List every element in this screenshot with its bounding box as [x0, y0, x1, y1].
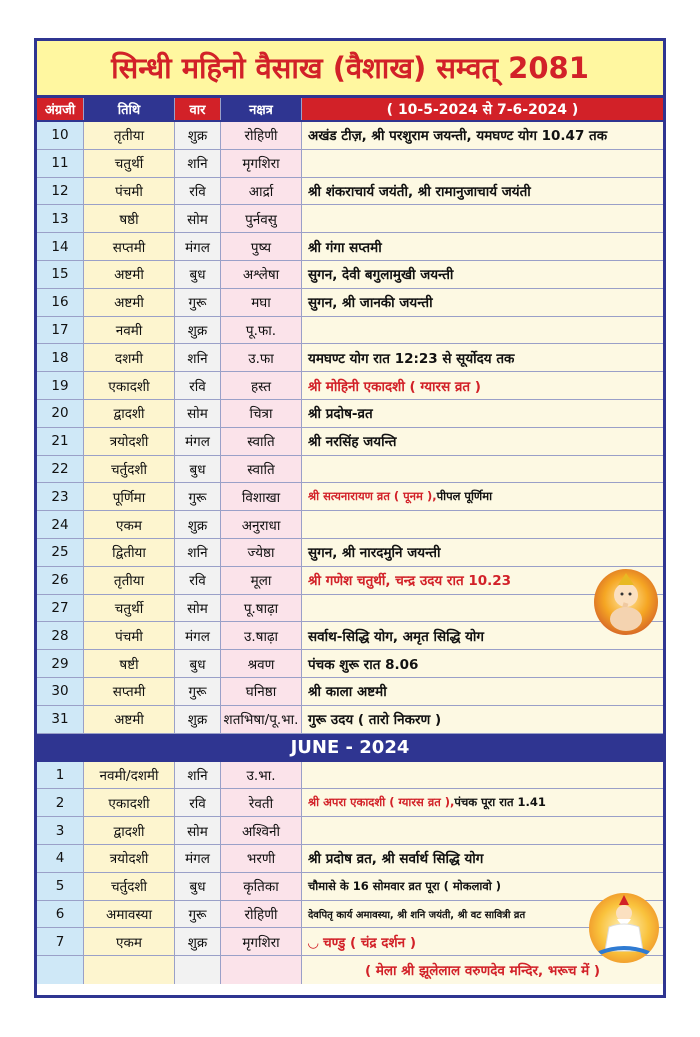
- event-cell: [302, 150, 663, 177]
- vaar-cell: शुक्र: [175, 122, 221, 149]
- date-cell: 20: [37, 400, 84, 427]
- table-row: [37, 650, 663, 678]
- tithi-cell: षष्टी: [84, 650, 175, 677]
- date-cell: 23: [37, 483, 84, 510]
- tithi-cell: त्रयोदशी: [84, 428, 175, 455]
- table-row: [37, 706, 663, 734]
- table-row: [37, 483, 663, 511]
- tithi-cell: एकादशी: [84, 372, 175, 399]
- event-cell: देवपितृ कार्य अमावस्या, श्री शनि जयंती, श्री वट सावित्री व्रत: [302, 901, 663, 928]
- tithi-cell: सप्तमी: [84, 233, 175, 260]
- event-cell: श्री प्रदोष-व्रत: [302, 400, 663, 427]
- jhulelal-image: [589, 893, 659, 963]
- event-cell: श्री गंगा सप्तमी: [302, 233, 663, 260]
- event-cell: श्री काला अष्टमी: [302, 678, 663, 705]
- calendar-frame: [34, 38, 666, 998]
- table-row: [37, 622, 663, 650]
- tithi-cell: अमावस्या: [84, 901, 175, 928]
- nakshatra-cell: अश्विनी: [221, 817, 302, 844]
- vaar-cell: शुक्र: [175, 928, 221, 955]
- vaar-cell: मंगल: [175, 233, 221, 260]
- date-cell: 16: [37, 289, 84, 316]
- vaar-cell: शुक्र: [175, 511, 221, 538]
- tithi-cell: नवमी: [84, 317, 175, 344]
- date-cell: 28: [37, 622, 84, 649]
- nakshatra-cell: पू.षाढ़ा: [221, 595, 302, 622]
- nakshatra-cell: मृगशिरा: [221, 928, 302, 955]
- event-cell: [302, 483, 663, 510]
- vaar-cell: गुरू: [175, 483, 221, 510]
- date-cell: 21: [37, 428, 84, 455]
- tithi-cell: पंचमी: [84, 178, 175, 205]
- date-cell: 4: [37, 845, 84, 872]
- vaar-cell: शनि: [175, 539, 221, 566]
- header-tithi: तिथि: [84, 98, 175, 120]
- tithi-cell: तृतीया: [84, 122, 175, 149]
- event-cell: सुगन, श्री जानकी जयन्ती: [302, 289, 663, 316]
- date-cell: 1: [37, 762, 84, 789]
- tithi-cell: नवमी/दशमी: [84, 762, 175, 789]
- ganesha-image: [594, 569, 658, 635]
- event-cell: [302, 205, 663, 232]
- nakshatra-cell: स्वाति: [221, 428, 302, 455]
- date-cell: 22: [37, 456, 84, 483]
- nakshatra-cell: स्वाति: [221, 456, 302, 483]
- footer-note: ( मेला श्री झूलेलाल वरुणदेव मन्दिर, भरूच में ): [302, 956, 663, 984]
- tithi-cell: त्रयोदशी: [84, 845, 175, 872]
- table-row: [37, 205, 663, 233]
- date-cell: 15: [37, 261, 84, 288]
- nakshatra-cell: अश्लेषा: [221, 261, 302, 288]
- tithi-cell: पंचमी: [84, 622, 175, 649]
- vaar-cell: शुक्र: [175, 317, 221, 344]
- nakshatra-cell: पुर्नवसु: [221, 205, 302, 232]
- table-header: [37, 98, 663, 122]
- tithi-cell: द्वादशी: [84, 400, 175, 427]
- table-row: [37, 150, 663, 178]
- table-row: [37, 261, 663, 289]
- table-row: [37, 567, 663, 595]
- tithi-cell: द्वितीया: [84, 539, 175, 566]
- tithi-cell: दशमी: [84, 344, 175, 371]
- event-cell: [302, 511, 663, 538]
- vaar-cell: मंगल: [175, 428, 221, 455]
- header-nakshatra: नक्षत्र: [221, 98, 302, 120]
- event-text: पीपल पूर्णिमा: [436, 489, 493, 504]
- table-row: [37, 372, 663, 400]
- nakshatra-cell: श्रवण: [221, 650, 302, 677]
- date-cell: 10: [37, 122, 84, 149]
- table-row: [37, 845, 663, 873]
- table-row: [37, 289, 663, 317]
- date-cell: 31: [37, 706, 84, 733]
- tithi-cell: चर्तुदशी: [84, 456, 175, 483]
- event-cell: श्री शंकराचार्य जयंती, श्री रामानुजाचार्य जयंती: [302, 178, 663, 205]
- tithi-cell: एकम: [84, 511, 175, 538]
- vaar-cell: गुरू: [175, 678, 221, 705]
- event-cell: [302, 317, 663, 344]
- nakshatra-cell: मृगशिरा: [221, 150, 302, 177]
- tithi-cell: द्वादशी: [84, 817, 175, 844]
- table-row: [37, 928, 663, 956]
- event-cell: [302, 789, 663, 816]
- vaar-cell: सोम: [175, 205, 221, 232]
- table-row: [37, 873, 663, 901]
- table-row: [37, 317, 663, 345]
- event-cell: सर्वाथ-सिद्धि योग, अमृत सिद्धि योग: [302, 622, 663, 649]
- table-row: [37, 595, 663, 623]
- nakshatra-cell: चित्रा: [221, 400, 302, 427]
- event-cell: चौमासे के 16 सोमवार व्रत पूरा ( मोकलावो ): [302, 873, 663, 900]
- date-cell: 19: [37, 372, 84, 399]
- date-cell: 7: [37, 928, 84, 955]
- vaar-cell: सोम: [175, 595, 221, 622]
- page-title: सिन्धी महिनो वैसाख (वैशाख) सम्वत् 2081: [37, 41, 663, 98]
- nakshatra-cell: मघा: [221, 289, 302, 316]
- tithi-cell: तृतीया: [84, 567, 175, 594]
- header-date-range: ( 10-5-2024 से 7-6-2024 ): [302, 98, 663, 120]
- table-row: [37, 901, 663, 929]
- june-title: JUNE - 2024: [37, 734, 663, 762]
- nakshatra-cell: रोहिणी: [221, 122, 302, 149]
- date-cell: 2: [37, 789, 84, 816]
- table-row: [37, 762, 663, 790]
- nakshatra-cell: उ.षाढ़ा: [221, 622, 302, 649]
- event-cell: सुगन, श्री नारदमुनि जयन्ती: [302, 539, 663, 566]
- may-table: [37, 122, 663, 734]
- vaar-cell: शनि: [175, 762, 221, 789]
- vaar-cell: गुरू: [175, 901, 221, 928]
- event-cell: [302, 762, 663, 789]
- event-cell: श्री गणेश चतुर्थी, चन्द्र उदय रात 10.23: [302, 567, 663, 594]
- table-row: [37, 233, 663, 261]
- date-cell: 6: [37, 901, 84, 928]
- nakshatra-cell: पू.फा.: [221, 317, 302, 344]
- event-cell: श्री मोहिनी एकादशी ( ग्यारस व्रत ): [302, 372, 663, 399]
- nakshatra-cell: घनिष्ठा: [221, 678, 302, 705]
- vaar-cell: बुध: [175, 873, 221, 900]
- vaar-cell: रवि: [175, 789, 221, 816]
- nakshatra-cell: हस्त: [221, 372, 302, 399]
- nakshatra-cell: पुष्य: [221, 233, 302, 260]
- event-cell: ◡ चण्डु ( चंद्र दर्शन ): [302, 928, 663, 955]
- table-row: [37, 122, 663, 150]
- date-cell: 30: [37, 678, 84, 705]
- event-cell: गुरू उदय ( तारो निकरण ): [302, 706, 663, 733]
- tithi-cell: पूर्णिमा: [84, 483, 175, 510]
- event-cell: पंचक शुरू रात 8.06: [302, 650, 663, 677]
- nakshatra-cell: आर्द्रा: [221, 178, 302, 205]
- event-cell: यमघण्ट योग रात 12:23 से सूर्योदय तक: [302, 344, 663, 371]
- tithi-cell: चतुर्थी: [84, 150, 175, 177]
- vaar-cell: शनि: [175, 150, 221, 177]
- date-cell: 29: [37, 650, 84, 677]
- nakshatra-cell: रेवती: [221, 789, 302, 816]
- table-row: [37, 789, 663, 817]
- tithi-cell: एकादशी: [84, 789, 175, 816]
- vaar-cell: सोम: [175, 400, 221, 427]
- tithi-cell: सप्तमी: [84, 678, 175, 705]
- event-text: पंचक पूरा रात 1.41: [454, 795, 546, 810]
- tithi-cell: चर्तुदशी: [84, 873, 175, 900]
- date-cell: 24: [37, 511, 84, 538]
- date-cell: 25: [37, 539, 84, 566]
- vaar-cell: मंगल: [175, 622, 221, 649]
- footer-row: [37, 956, 663, 984]
- nakshatra-cell: उ.फा: [221, 344, 302, 371]
- date-cell: 11: [37, 150, 84, 177]
- date-cell: 5: [37, 873, 84, 900]
- vaar-cell: रवि: [175, 567, 221, 594]
- table-row: [37, 178, 663, 206]
- event-highlight: श्री अपरा एकादशी ( ग्यारस व्रत ),: [308, 795, 455, 810]
- tithi-cell: षष्ठी: [84, 205, 175, 232]
- event-cell: अखंड टीज़, श्री परशुराम जयन्ती, यमघण्ट योग 10.47 तक: [302, 122, 663, 149]
- event-cell: सुगन, देवी बगुलामुखी जयन्ती: [302, 261, 663, 288]
- date-cell: 13: [37, 205, 84, 232]
- table-row: [37, 456, 663, 484]
- vaar-cell: रवि: [175, 178, 221, 205]
- date-cell: 27: [37, 595, 84, 622]
- date-cell: 18: [37, 344, 84, 371]
- header-vaar: वार: [175, 98, 221, 120]
- event-cell: [302, 456, 663, 483]
- event-cell: श्री नरसिंह जयन्ति: [302, 428, 663, 455]
- vaar-cell: बुध: [175, 261, 221, 288]
- event-cell: [302, 817, 663, 844]
- vaar-cell: रवि: [175, 372, 221, 399]
- vaar-cell: बुध: [175, 650, 221, 677]
- vaar-cell: शुक्र: [175, 706, 221, 733]
- table-row: [37, 428, 663, 456]
- event-cell: श्री प्रदोष व्रत, श्री सर्वार्थ सिद्धि योग: [302, 845, 663, 872]
- tithi-cell: एकम: [84, 928, 175, 955]
- date-cell: 17: [37, 317, 84, 344]
- tithi-cell: अष्टमी: [84, 289, 175, 316]
- date-cell: 14: [37, 233, 84, 260]
- table-row: [37, 817, 663, 845]
- vaar-cell: मंगल: [175, 845, 221, 872]
- nakshatra-cell: उ.भा.: [221, 762, 302, 789]
- nakshatra-cell: शतभिषा/पू.भा.: [221, 706, 302, 733]
- nakshatra-cell: विशाखा: [221, 483, 302, 510]
- tithi-cell: चतुर्थी: [84, 595, 175, 622]
- date-cell: 26: [37, 567, 84, 594]
- nakshatra-cell: अनुराधा: [221, 511, 302, 538]
- event-highlight: श्री सत्यनारायण व्रत ( पूनम ),: [308, 489, 437, 504]
- vaar-cell: शनि: [175, 344, 221, 371]
- nakshatra-cell: कृतिका: [221, 873, 302, 900]
- vaar-cell: बुध: [175, 456, 221, 483]
- june-table: [37, 762, 663, 957]
- vaar-cell: गुरू: [175, 289, 221, 316]
- tithi-cell: अष्टमी: [84, 261, 175, 288]
- nakshatra-cell: भरणी: [221, 845, 302, 872]
- table-row: [37, 344, 663, 372]
- tithi-cell: अष्टमी: [84, 706, 175, 733]
- table-row: [37, 539, 663, 567]
- nakshatra-cell: रोहिणी: [221, 901, 302, 928]
- nakshatra-cell: मूला: [221, 567, 302, 594]
- date-cell: 3: [37, 817, 84, 844]
- vaar-cell: सोम: [175, 817, 221, 844]
- date-cell: 12: [37, 178, 84, 205]
- nakshatra-cell: ज्येष्ठा: [221, 539, 302, 566]
- table-row: [37, 678, 663, 706]
- header-date: अंग्रजी: [37, 98, 84, 120]
- table-row: [37, 400, 663, 428]
- table-row: [37, 511, 663, 539]
